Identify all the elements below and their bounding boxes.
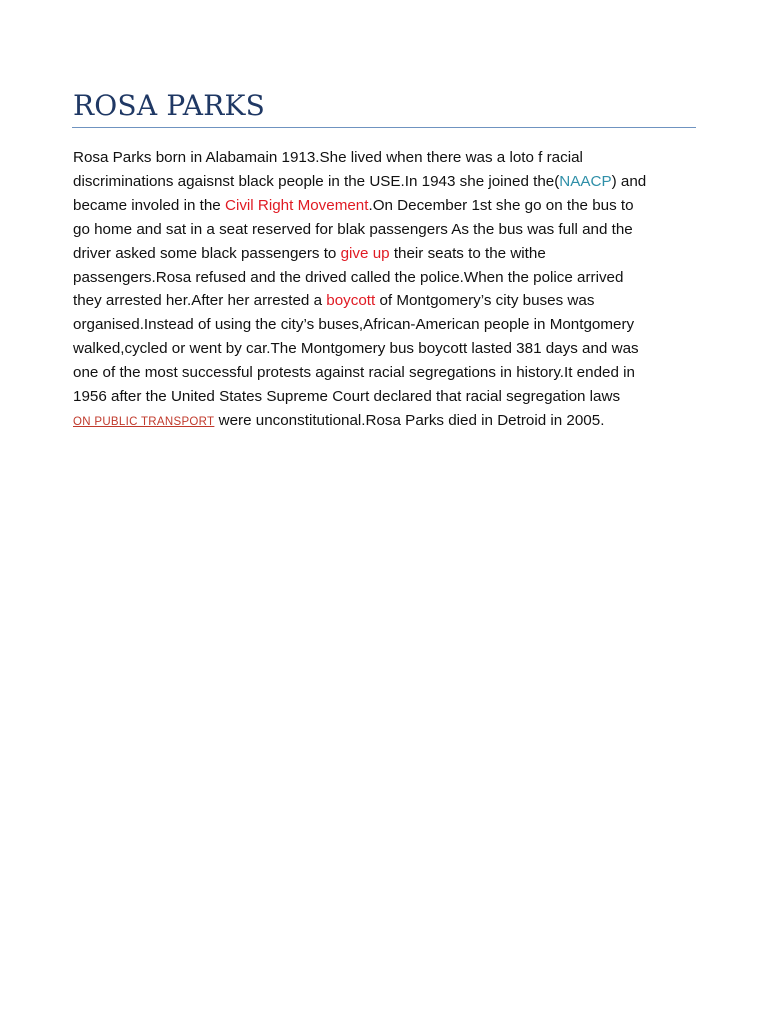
text-segment: became involed in the [73,196,225,214]
text-segment: passengers.Rosa refused and the drived called the police.When the police arrived [73,268,624,286]
text-segment: they arrested her.After her arrested a [73,292,327,310]
page-title: ROSA PARKS [73,89,266,122]
text-segment: their seats to the withe [389,244,546,262]
text-segment: driver asked some black passengers to [73,244,341,262]
title-underline [72,127,696,128]
highlight-teal: NAACP [559,172,612,190]
text-segment: go home and sat in a seat reserved for blak passengers As the bus was full and the [73,220,633,238]
text-segment: walked,cycled or went by car.The Montgomery bus boycott lasted 381 days and was [73,340,639,358]
text-segment: 1956 after the United States Supreme Court declared that racial segregation laws [73,388,621,406]
highlight-red: give up [340,244,390,262]
text-segment: Rosa Parks born in Alabamain 1913.She lived when there was a loto f racial [73,149,583,166]
text-segment: were unconstitutional.Rosa Parks died in Detroid in 2005. [214,411,605,429]
text-segment: ) and [611,172,647,190]
text-segment: one of the most successful protests against racial segregations in history.It ended in [73,364,635,382]
body-paragraph [73,146,703,435]
text-segment: of Montgomery’s city buses was [375,292,595,310]
text-segment: organised.Instead of using the city’s buses,African-American people in Montgomery [73,316,635,334]
highlight-red: Civil Right Movement [224,196,369,214]
text-segment: discriminations agaisnst black people in the USE.In 1943 she joined the( [73,172,560,190]
highlight-red: boycott [326,292,376,310]
highlight-caps-link: ON PUBLIC TRANSPORT [73,415,215,428]
text-segment: .On December 1st she go on the bus to [368,196,634,214]
